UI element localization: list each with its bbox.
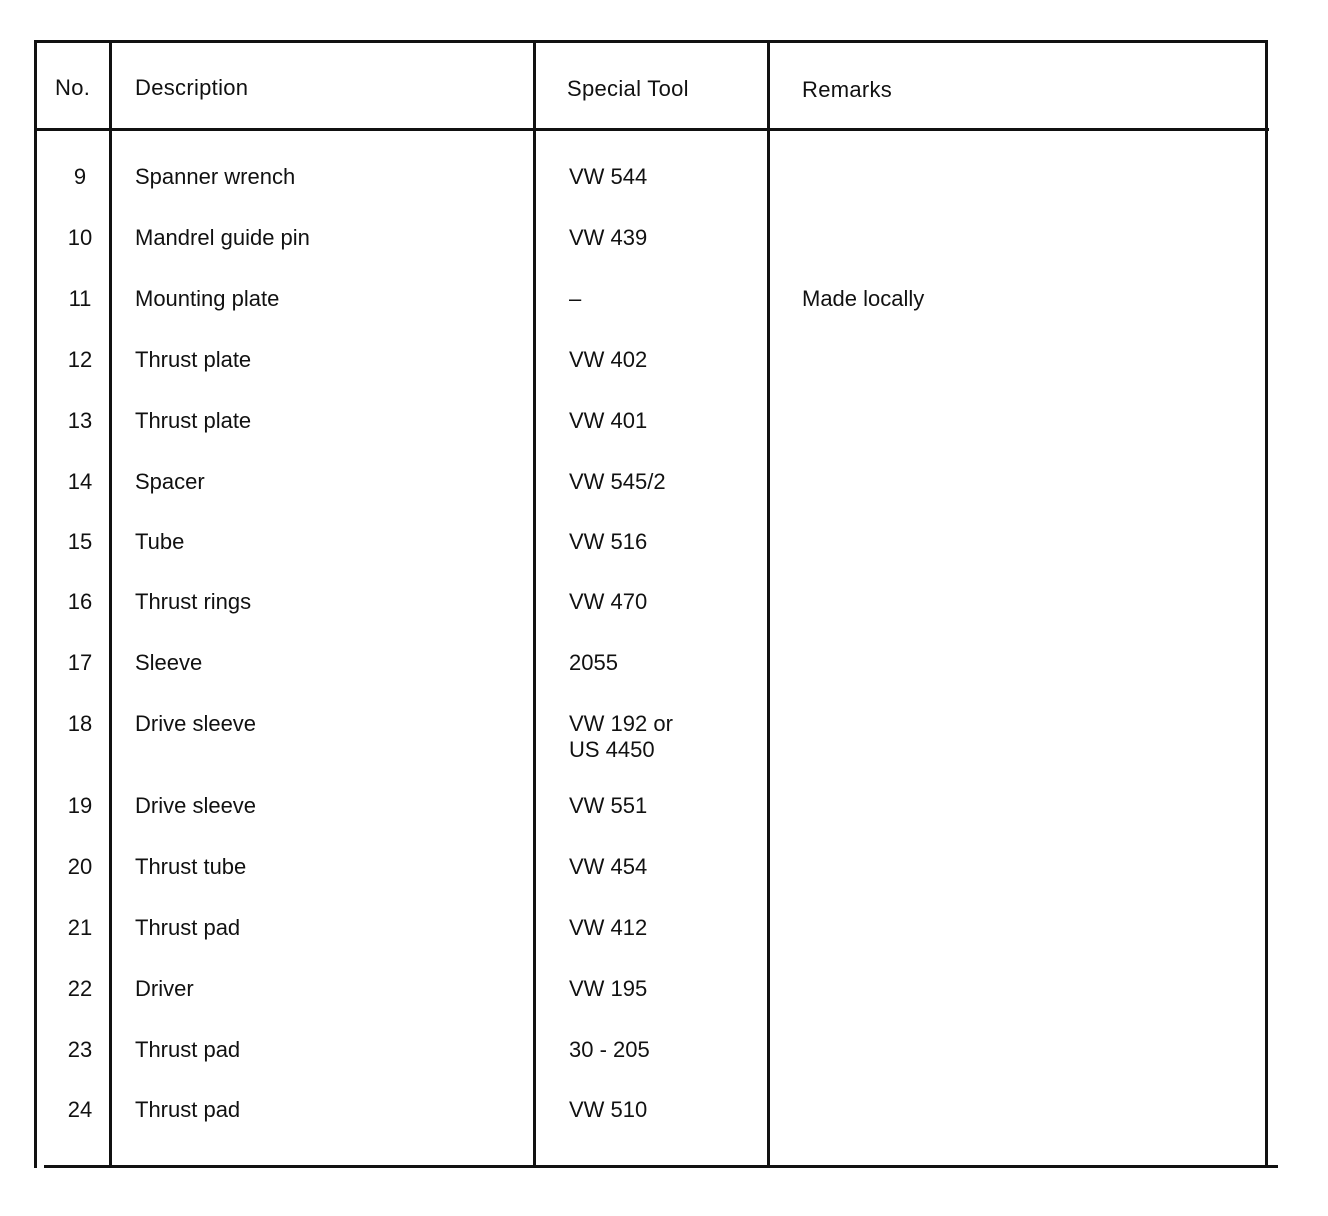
row-number: 22 (67, 976, 93, 1001)
row-description: Thrust plate (135, 408, 252, 433)
row-special-tool: VW 510 (569, 1097, 648, 1122)
table-row (34, 793, 1278, 843)
row-special-tool: VW 516 (569, 529, 648, 554)
row-number: 10 (67, 225, 93, 250)
row-number: 24 (67, 1097, 93, 1122)
row-number: 19 (67, 793, 93, 818)
table-row (34, 915, 1278, 965)
row-special-tool: VW 470 (569, 589, 648, 614)
row-number: 13 (67, 408, 93, 433)
table-row (34, 1097, 1278, 1147)
row-special-tool: VW 439 (569, 225, 648, 250)
row-description: Thrust tube (135, 854, 247, 879)
table-row (34, 589, 1278, 639)
row-special-tool: VW 402 (569, 347, 648, 372)
header-description: Description (135, 75, 249, 100)
row-number: 15 (67, 529, 93, 554)
row-number: 20 (67, 854, 93, 879)
header-no: No. (55, 75, 91, 100)
header-remarks: Remarks (802, 77, 893, 102)
row-description: Thrust plate (135, 347, 252, 372)
row-remarks: Made locally (802, 286, 925, 311)
row-description: Drive sleeve (135, 711, 257, 736)
table-row (34, 854, 1278, 904)
row-special-tool: VW 192 or US 4450 (569, 711, 673, 762)
table-row (34, 529, 1278, 579)
row-number: 12 (67, 347, 93, 372)
row-number: 14 (67, 469, 93, 494)
row-description: Driver (135, 976, 194, 1001)
row-description: Sleeve (135, 650, 203, 675)
special-tools-table (34, 40, 1278, 1168)
row-special-tool: VW 401 (569, 408, 648, 433)
row-special-tool: – (569, 286, 582, 311)
table-row (34, 164, 1278, 214)
row-description: Thrust pad (135, 1037, 241, 1062)
row-number: 11 (68, 286, 92, 311)
row-number: 16 (67, 589, 93, 614)
row-description: Thrust pad (135, 915, 241, 940)
table-row (34, 650, 1278, 700)
table-body (34, 40, 1278, 1168)
table-row (34, 408, 1278, 458)
row-special-tool: VW 412 (569, 915, 648, 940)
row-special-tool: VW 545/2 (569, 469, 666, 494)
row-description: Mandrel guide pin (135, 225, 310, 250)
row-special-tool: VW 454 (569, 854, 648, 879)
row-description: Drive sleeve (135, 793, 257, 818)
row-description: Spacer (135, 469, 205, 494)
table-row (34, 976, 1278, 1026)
table-row (34, 347, 1278, 397)
row-number: 9 (73, 164, 87, 189)
row-special-tool: 30 - 205 (569, 1037, 650, 1062)
row-description: Spanner wrench (135, 164, 296, 189)
row-description: Thrust pad (135, 1097, 241, 1122)
row-special-tool: VW 195 (569, 976, 648, 1001)
table-row (34, 469, 1278, 519)
table-row (34, 1037, 1278, 1087)
row-number: 17 (67, 650, 93, 675)
header-special-tool: Special Tool (567, 76, 689, 101)
table-row (34, 286, 1278, 336)
row-number: 21 (67, 915, 93, 940)
row-description: Mounting plate (135, 286, 280, 311)
row-number: 18 (67, 711, 93, 736)
row-description: Tube (135, 529, 185, 554)
table-row (34, 711, 1278, 761)
table-row (34, 225, 1278, 275)
row-special-tool: 2055 (569, 650, 618, 675)
row-number: 23 (67, 1037, 93, 1062)
row-special-tool: VW 544 (569, 164, 648, 189)
row-description: Thrust rings (135, 589, 252, 614)
row-special-tool: VW 551 (569, 793, 648, 818)
